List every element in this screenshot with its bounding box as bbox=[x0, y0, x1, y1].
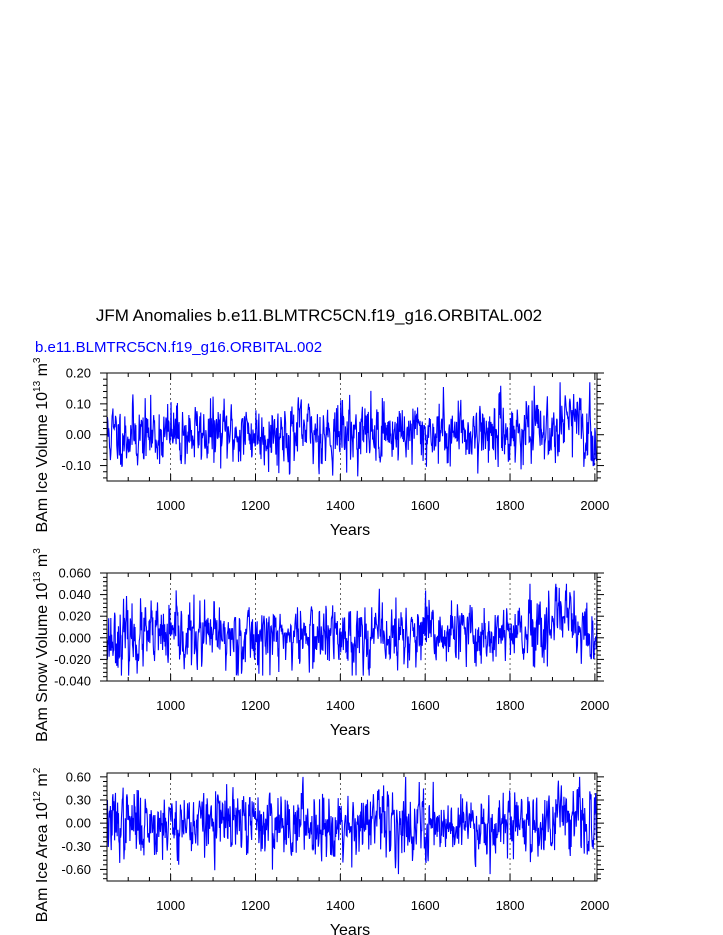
x-tick-label: 1400 bbox=[325, 698, 355, 713]
x-tick-label: 1000 bbox=[156, 898, 186, 913]
y-tick-label: -0.040 bbox=[54, 673, 91, 689]
y-tick-label: -0.10 bbox=[61, 458, 91, 474]
y-tick-label: 0.30 bbox=[65, 792, 91, 808]
x-tick-label: 1800 bbox=[495, 498, 525, 513]
y-tick-label: 0.000 bbox=[58, 630, 91, 646]
x-tick-label: 1200 bbox=[241, 898, 270, 913]
x-tick-label: 1000 bbox=[156, 498, 186, 513]
x-tick-label: 2000 bbox=[580, 498, 610, 513]
x-tick-label: 2000 bbox=[580, 698, 610, 713]
x-tick-label: 1400 bbox=[325, 898, 355, 913]
series-line bbox=[107, 584, 597, 676]
x-tick-label: 1600 bbox=[410, 698, 440, 713]
chart-subtitle: b.e11.BLMTRC5CN.f19_g16.ORBITAL.002 bbox=[35, 339, 323, 356]
y-tick-label: 0.20 bbox=[65, 365, 91, 381]
y-axis-label: BAm Ice Volume $10^{13}$ $m^3$ bbox=[32, 357, 51, 533]
x-tick-label: 1600 bbox=[410, 498, 440, 513]
y-tick-label: -0.30 bbox=[61, 838, 91, 854]
x-tick-label: 1600 bbox=[410, 898, 440, 913]
chart-panel-2 bbox=[32, 548, 609, 742]
x-tick-label: 1200 bbox=[241, 498, 270, 513]
chart-panel-3 bbox=[32, 767, 609, 935]
y-tick-label: 0.060 bbox=[58, 565, 91, 581]
x-axis-label: Years bbox=[329, 922, 371, 935]
series-line bbox=[107, 777, 597, 874]
x-tick-label: 1400 bbox=[325, 498, 355, 513]
x-tick-label: 1800 bbox=[495, 698, 525, 713]
x-tick-label: 2000 bbox=[580, 898, 610, 913]
series-line bbox=[107, 382, 597, 476]
x-tick-label: 1200 bbox=[241, 698, 270, 713]
x-tick-label: 1000 bbox=[156, 698, 186, 713]
y-tick-label: -0.60 bbox=[61, 861, 91, 877]
y-tick-label: 0.10 bbox=[65, 396, 91, 412]
y-axis-label: BAm Ice Area $10^{12}$ $m^2$ bbox=[32, 767, 51, 923]
x-axis-label: Years bbox=[329, 722, 371, 739]
y-tick-label: 0.040 bbox=[58, 587, 91, 603]
chart-title: JFM Anomalies b.e11.BLMTRC5CN.f19_g16.ORBITAL.002 bbox=[95, 306, 543, 325]
y-tick-label: -0.020 bbox=[54, 651, 91, 667]
x-axis-label: Years bbox=[329, 522, 371, 539]
y-tick-label: 0.00 bbox=[65, 815, 91, 831]
y-tick-label: 0.020 bbox=[58, 608, 91, 624]
y-tick-label: 0.00 bbox=[65, 427, 91, 443]
x-tick-label: 1800 bbox=[495, 898, 525, 913]
y-tick-label: 0.60 bbox=[65, 769, 91, 785]
chart-panel-1 bbox=[32, 357, 609, 539]
y-axis-label: BAm Snow Volume $10^{13}$ $m^3$ bbox=[32, 548, 51, 742]
